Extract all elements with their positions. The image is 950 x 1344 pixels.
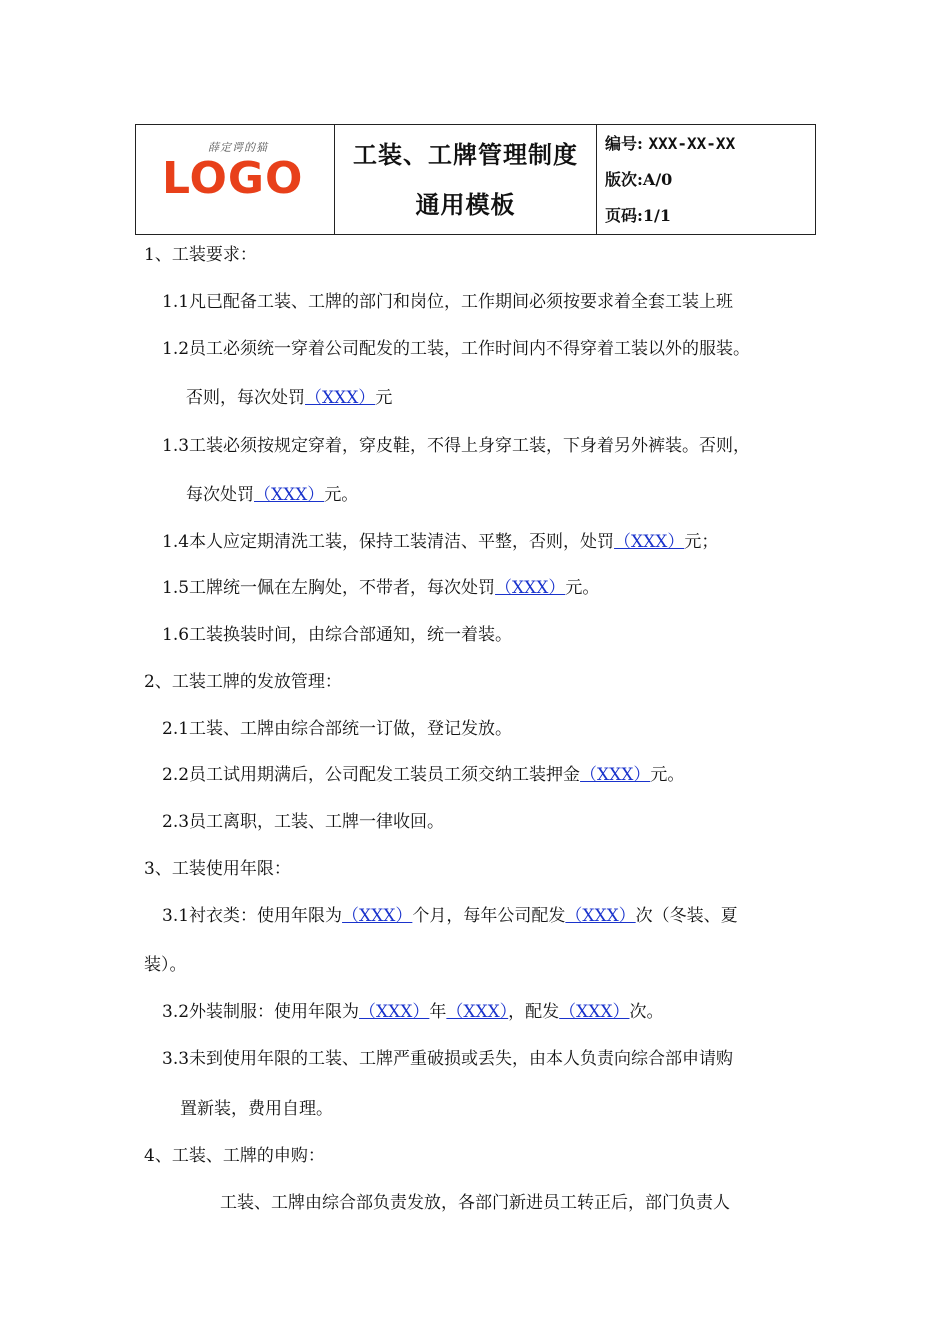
deposit-placeholder: （XXX） — [580, 765, 651, 785]
clause-1-2-text: 否则，每次处罚 — [186, 388, 305, 408]
logo: LOGO — [162, 153, 304, 204]
clause-3-1-text-a: 3.1衬衣类：使用年限为 — [162, 906, 343, 926]
issue-times-placeholder: （XXX） — [559, 1002, 630, 1022]
penalty-placeholder: （XXX） — [614, 532, 685, 552]
section-1-heading: 1、工装要求： — [144, 245, 257, 265]
clause-2-2-text: 2.2员工试用期满后，公司配发工装员工须交纳工装押金 — [162, 765, 581, 785]
document-code — [605, 126, 815, 162]
document-title-line1: 工装、工牌管理制度 — [353, 140, 578, 169]
section-3-heading: 3、工装使用年限： — [144, 859, 291, 879]
clause-1-4 — [162, 527, 718, 552]
clause-1-2-unit: 元 — [375, 388, 393, 408]
clause-1-2-line2 — [186, 383, 392, 408]
clause-1-3-unit: 元。 — [324, 485, 359, 505]
years-extra-placeholder: （XXX） — [446, 1002, 509, 1022]
clause-1-6: 1.6工装换装时间，由综合部通知，统一着装。 — [162, 625, 513, 645]
clause-1-3-line2 — [186, 480, 358, 505]
clause-3-2-text-d: 次。 — [629, 1002, 664, 1022]
clause-3-3-line1: 3.3未到使用年限的工装、工牌严重破损或丢失，由本人负责向综合部申请购 — [162, 1049, 734, 1069]
clause-4-paragraph: 工装、工牌由综合部负责发放，各部门新进员工转正后，部门负责人 — [220, 1193, 730, 1213]
section-4-heading: 4、工装、工牌的申购： — [144, 1146, 325, 1166]
clause-1-4-text: 1.4本人应定期清洗工装，保持工装清洁、平整，否则，处罚 — [162, 532, 615, 552]
clause-3-1-line1 — [162, 901, 738, 926]
clause-3-2-text-b: 年 — [429, 1002, 447, 1022]
document-page: 页码:1/1 — [605, 205, 672, 225]
section-2-heading: 2、工装工牌的发放管理： — [144, 672, 342, 692]
meta-cell — [597, 125, 815, 234]
clause-3-2 — [162, 997, 663, 1022]
clause-3-3-line2: 置新装，费用自理。 — [180, 1099, 333, 1119]
document-code-value: XXX-XX-XX — [648, 133, 736, 153]
penalty-placeholder: （XXX） — [254, 485, 325, 505]
clause-1-5-unit: 元。 — [565, 578, 600, 598]
clause-3-2-text-c: ，配发 — [508, 1002, 560, 1022]
title-cell — [335, 125, 597, 234]
clause-1-3-line1: 1.3工装必须按规定穿着，穿皮鞋，不得上身穿工装，下身着另外裤装。否则， — [162, 436, 751, 456]
clause-1-5-text: 1.5工牌统一佩在左胸处，不带者，每次处罚 — [162, 578, 496, 598]
clause-2-1: 2.1工装、工牌由综合部统一订做，登记发放。 — [162, 719, 513, 739]
clause-3-1-text-c: 次（冬装、夏 — [635, 906, 738, 926]
penalty-placeholder: （XXX） — [495, 578, 566, 598]
months-placeholder: （XXX） — [342, 906, 413, 926]
clause-1-3-text: 每次处罚 — [186, 485, 254, 505]
clause-3-1-line2: 装）。 — [144, 955, 187, 975]
penalty-placeholder: （XXX） — [305, 388, 376, 408]
logo-cell — [136, 125, 335, 234]
years-placeholder: （XXX） — [359, 1002, 430, 1022]
clause-1-5 — [162, 573, 599, 598]
times-placeholder: （XXX） — [565, 906, 636, 926]
clause-1-1: 1.1凡已配备工装、工牌的部门和岗位，工作期间必须按要求着全套工装上班 — [162, 292, 734, 312]
clause-1-4-unit: 元； — [684, 532, 719, 552]
clause-2-2-unit: 元。 — [650, 765, 685, 785]
document-code-label: 编号: — [605, 133, 643, 153]
logo-tagline: 薛定谔的猫 — [208, 141, 268, 154]
document-version: 版次:A/0 — [605, 169, 673, 189]
document-title-line2: 通用模板 — [415, 190, 516, 219]
clause-3-1-text-b: 个月，每年公司配发 — [412, 906, 566, 926]
clause-3-2-text-a: 3.2外装制服：使用年限为 — [162, 1002, 360, 1022]
clause-2-3: 2.3员工离职，工装、工牌一律收回。 — [162, 812, 445, 832]
document-header-table — [135, 124, 816, 235]
clause-2-2 — [162, 760, 684, 785]
clause-1-2-line1: 1.2员工必须统一穿着公司配发的工装，工作时间内不得穿着工装以外的服装。 — [162, 339, 751, 359]
